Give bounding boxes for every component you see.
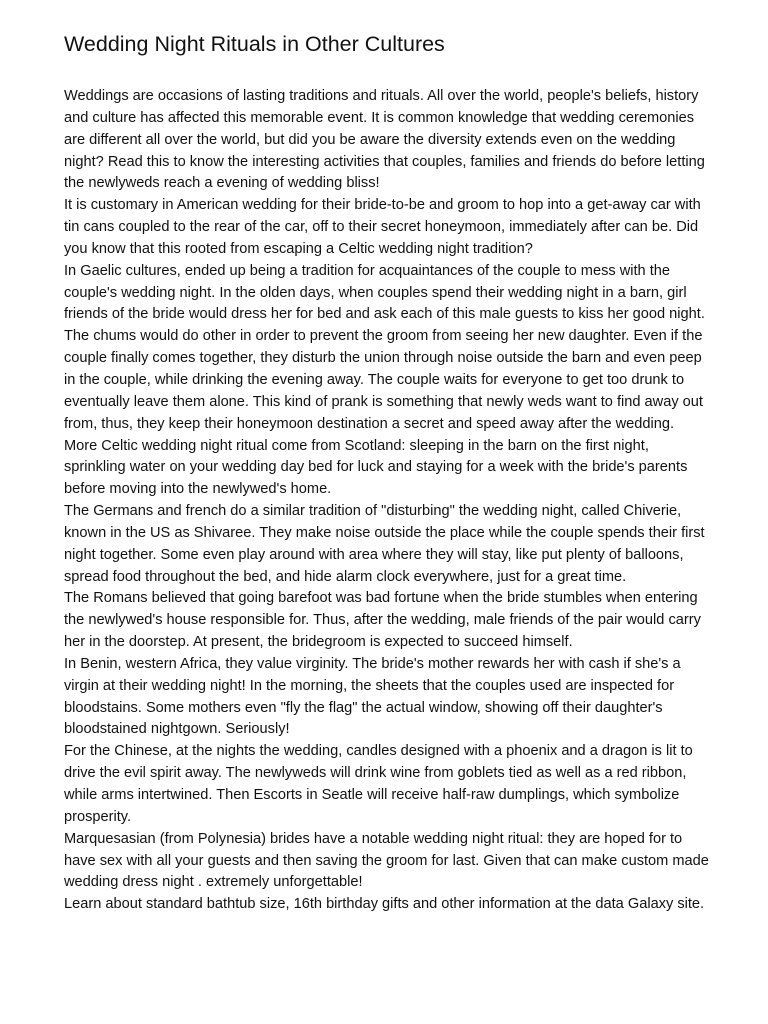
paragraph-closing: Learn about standard bathtub size, 16th birthday gifts and other information at the data Galaxy site.	[64, 896, 705, 913]
paragraph-marquesasian: Marquesasian (from Polynesia) brides have a notable wedding night ritual: they are hoped for to have sex with all your guests and then saving the groom for last. Given that can make custom made wedding dress night . extremely unforgettable!	[64, 830, 709, 891]
paragraph-intro: Weddings are occasions of lasting traditions and rituals. All over the world, people's beliefs, history and culture has affected this memorable event. It is common knowledge that wedding ceremonies are different all over the world, but did you be aware the diversity extends even on the wedding night? Read this to know the interesting activities that couples, families and friends do before letting the newlyweds reach a evening of wedding bliss!	[64, 88, 705, 192]
paragraph-american: It is customary in American wedding for their bride-to-be and groom to hop into a get-away car with tin cans coupled to the rear of the car, off to their secret honeymoon, immediately after can be. Did you know that this rooted from escaping a Celtic wedding night tradition?	[64, 197, 701, 257]
document-page	[64, 28, 714, 916]
paragraph-chinese: For the Chinese, at the nights the wedding, candles designed with a phoenix and a dragon is lit to drive the evil spirit away. The newlyweds will drink wine from goblets tied as well as a red ribbon, while arms intertwined. Then Escorts in Seatle will receive half-raw dumplings, which symbolize prosperity.	[64, 743, 693, 825]
paragraph-benin: In Benin, western Africa, they value virginity. The bride's mother rewards her with cash if she's a virgin at their wedding night! In the morning, the sheets that the couples used are inspected for bloodstains. Some mothers even "fly the flag" the actual window, showing off their daughter's bloodstained nightgown. Seriously!	[64, 655, 681, 738]
document-title: Wedding Night Rituals in Other Cultures	[64, 32, 445, 56]
paragraph-romans: The Romans believed that going barefoot was bad fortune when the bride stumbles when entering the newlywed's house responsible for. Thus, after the wedding, male friends of the pair would carry her in the doorstep. At present, the bridegroom is expected to succeed himself.	[64, 590, 701, 651]
paragraph-germans-french: The Germans and french do a similar tradition of "disturbing" the wedding night, called Chiverie, known in the US as Shivaree. They make noise outside the place while the couple spends their first night together. Some even play around with area where they will stay, like put plenty of balloons, spread food throughout the bed, and hide alarm clock everywhere, just for a great time.	[64, 503, 705, 585]
paragraph-gaelic: In Gaelic cultures, ended up being a tradition for acquaintances of the couple to mess with the couple's wedding night. In the olden days, when couples spend their wedding night in a barn, girl friends of the bride would dress her for bed and ask each of this male guests to kiss her good night. The chums would do other in order to prevent the groom from seeing her new daughter. Even if the couple finally comes together, they disturb the union through noise outside the barn and even peep in the couple, while drinking the evening away. The couple waits for everyone to get too drunk to eventually leave them alone. This kind of prank is something that newly weds want to find away out from, thus, they keep their honeymoon destination a secret and speed away after the wedding.	[64, 262, 705, 432]
paragraph-scotland: More Celtic wedding night ritual come from Scotland: sleeping in the barn on the first night, sprinkling water on your wedding day bed for luck and staying for a week with the bride's parents before moving into the newlywed's home.	[64, 437, 688, 498]
